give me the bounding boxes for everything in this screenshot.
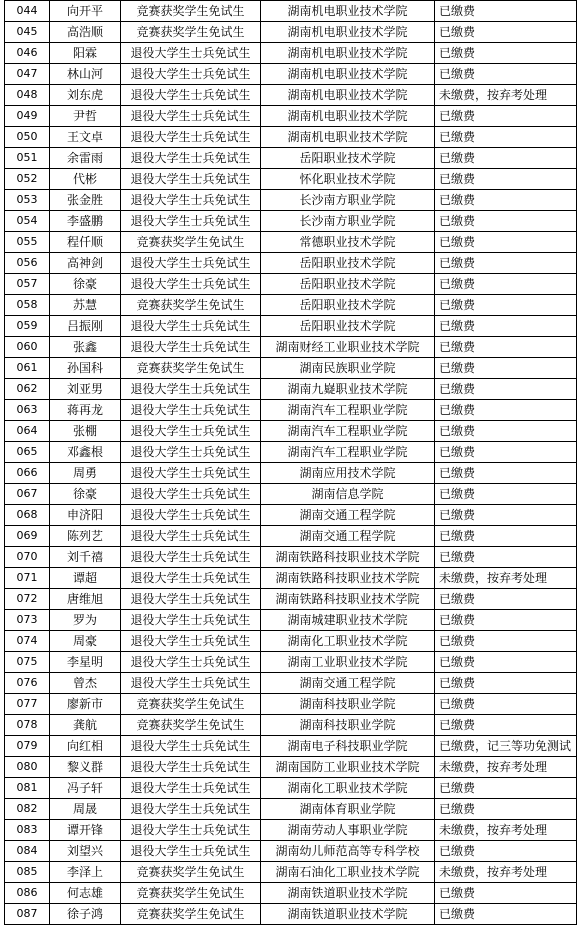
student-name-cell: 刘亚男 <box>50 379 121 400</box>
table-row <box>5 904 577 925</box>
table-row <box>5 484 577 505</box>
school-name-cell: 湖南科技职业学院 <box>261 715 435 736</box>
table-row <box>5 148 577 169</box>
school-name-cell: 湖南铁路科技职业技术学院 <box>261 589 435 610</box>
row-number-cell: 056 <box>5 253 50 274</box>
row-number-cell: 063 <box>5 400 50 421</box>
school-name-cell: 湖南财经工业职业技术学院 <box>261 337 435 358</box>
student-name-cell: 林山河 <box>50 64 121 85</box>
row-number-cell: 045 <box>5 22 50 43</box>
fee-status-cell: 已缴费 <box>435 1 577 22</box>
student-name-cell: 陈列艺 <box>50 526 121 547</box>
admission-type-cell: 退役大学生士兵免试生 <box>121 442 261 463</box>
fee-status-cell: 已缴费 <box>435 442 577 463</box>
school-name-cell: 湖南交通工程学院 <box>261 673 435 694</box>
student-name-cell: 代彬 <box>50 169 121 190</box>
school-name-cell: 湖南交通工程学院 <box>261 505 435 526</box>
fee-status-cell: 已缴费 <box>435 484 577 505</box>
row-number-cell: 046 <box>5 43 50 64</box>
student-name-cell: 刘望兴 <box>50 841 121 862</box>
table-row <box>5 22 577 43</box>
fee-status-cell: 已缴费 <box>435 589 577 610</box>
table-row <box>5 694 577 715</box>
table-row <box>5 169 577 190</box>
student-name-cell: 苏慧 <box>50 295 121 316</box>
admission-type-cell: 退役大学生士兵免试生 <box>121 106 261 127</box>
fee-status-cell: 未缴费，按弃考处理 <box>435 862 577 883</box>
school-name-cell: 湖南化工职业技术学院 <box>261 778 435 799</box>
school-name-cell: 湖南电子科技职业学院 <box>261 736 435 757</box>
fee-status-cell: 已缴费 <box>435 253 577 274</box>
admission-type-cell: 竞赛获奖学生免试生 <box>121 862 261 883</box>
school-name-cell: 湖南汽车工程职业学院 <box>261 442 435 463</box>
fee-status-cell: 已缴费 <box>435 127 577 148</box>
table-row <box>5 232 577 253</box>
row-number-cell: 060 <box>5 337 50 358</box>
admission-type-cell: 退役大学生士兵免试生 <box>121 505 261 526</box>
student-name-cell: 程仟顺 <box>50 232 121 253</box>
student-name-cell: 徐子鸿 <box>50 904 121 925</box>
row-number-cell: 057 <box>5 274 50 295</box>
school-name-cell: 湖南机电职业技术学院 <box>261 127 435 148</box>
fee-status-cell: 已缴费 <box>435 610 577 631</box>
row-number-cell: 072 <box>5 589 50 610</box>
student-name-cell: 高浩顺 <box>50 22 121 43</box>
student-name-cell: 刘千禧 <box>50 547 121 568</box>
admission-type-cell: 退役大学生士兵免试生 <box>121 526 261 547</box>
school-name-cell: 岳阳职业技术学院 <box>261 316 435 337</box>
admission-type-cell: 退役大学生士兵免试生 <box>121 316 261 337</box>
school-name-cell: 湖南机电职业技术学院 <box>261 85 435 106</box>
student-name-cell: 谭超 <box>50 568 121 589</box>
student-name-cell: 张金胜 <box>50 190 121 211</box>
student-name-cell: 冯子轩 <box>50 778 121 799</box>
table-row <box>5 85 577 106</box>
admission-type-cell: 退役大学生士兵免试生 <box>121 337 261 358</box>
admission-type-cell: 退役大学生士兵免试生 <box>121 547 261 568</box>
student-name-cell: 蒋再龙 <box>50 400 121 421</box>
student-name-cell: 余雷雨 <box>50 148 121 169</box>
student-name-cell: 张棚 <box>50 421 121 442</box>
table-row <box>5 610 577 631</box>
table-row <box>5 673 577 694</box>
fee-status-cell: 已缴费 <box>435 379 577 400</box>
admission-type-cell: 退役大学生士兵免试生 <box>121 379 261 400</box>
school-name-cell: 湖南工业职业技术学院 <box>261 652 435 673</box>
table-row <box>5 400 577 421</box>
fee-status-cell: 已缴费 <box>435 778 577 799</box>
school-name-cell: 湖南民族职业学院 <box>261 358 435 379</box>
fee-status-cell: 未缴费，按弃考处理 <box>435 85 577 106</box>
table-row <box>5 295 577 316</box>
row-number-cell: 085 <box>5 862 50 883</box>
fee-status-cell: 未缴费，按弃考处理 <box>435 568 577 589</box>
admission-type-cell: 退役大学生士兵免试生 <box>121 85 261 106</box>
school-name-cell: 湖南汽车工程职业学院 <box>261 400 435 421</box>
table-row <box>5 463 577 484</box>
fee-status-cell: 未缴费，按弃考处理 <box>435 757 577 778</box>
fee-status-cell: 已缴费 <box>435 673 577 694</box>
school-name-cell: 湖南科技职业学院 <box>261 694 435 715</box>
admission-type-cell: 退役大学生士兵免试生 <box>121 589 261 610</box>
school-name-cell: 湖南九嶷职业技术学院 <box>261 379 435 400</box>
row-number-cell: 084 <box>5 841 50 862</box>
student-name-cell: 高神剑 <box>50 253 121 274</box>
table-row <box>5 316 577 337</box>
table-row <box>5 757 577 778</box>
student-name-cell: 罗为 <box>50 610 121 631</box>
table-row <box>5 358 577 379</box>
row-number-cell: 066 <box>5 463 50 484</box>
admission-type-cell: 退役大学生士兵免试生 <box>121 463 261 484</box>
row-number-cell: 078 <box>5 715 50 736</box>
admission-type-cell: 竞赛获奖学生免试生 <box>121 1 261 22</box>
row-number-cell: 052 <box>5 169 50 190</box>
fee-status-cell: 已缴费 <box>435 148 577 169</box>
table-row <box>5 883 577 904</box>
table-row <box>5 442 577 463</box>
admission-type-cell: 退役大学生士兵免试生 <box>121 568 261 589</box>
table-row <box>5 820 577 841</box>
row-number-cell: 044 <box>5 1 50 22</box>
admission-type-cell: 竞赛获奖学生免试生 <box>121 358 261 379</box>
school-name-cell: 怀化职业技术学院 <box>261 169 435 190</box>
fee-status-cell: 已缴费 <box>435 904 577 925</box>
student-name-cell: 周晟 <box>50 799 121 820</box>
row-number-cell: 067 <box>5 484 50 505</box>
row-number-cell: 055 <box>5 232 50 253</box>
school-name-cell: 湖南应用技术学院 <box>261 463 435 484</box>
student-name-cell: 周勇 <box>50 463 121 484</box>
row-number-cell: 061 <box>5 358 50 379</box>
table-row <box>5 841 577 862</box>
fee-status-cell: 已缴费 <box>435 43 577 64</box>
fee-status-cell: 已缴费 <box>435 883 577 904</box>
fee-status-cell: 已缴费 <box>435 715 577 736</box>
admission-type-cell: 退役大学生士兵免试生 <box>121 190 261 211</box>
table-row <box>5 1 577 22</box>
student-name-cell: 谭开锋 <box>50 820 121 841</box>
fee-status-cell: 已缴费 <box>435 232 577 253</box>
student-name-cell: 向开平 <box>50 1 121 22</box>
table-row <box>5 547 577 568</box>
student-name-cell: 申济阳 <box>50 505 121 526</box>
student-name-cell: 徐豪 <box>50 274 121 295</box>
admission-type-cell: 竞赛获奖学生免试生 <box>121 904 261 925</box>
table-row <box>5 631 577 652</box>
fee-status-cell: 已缴费 <box>435 274 577 295</box>
admission-type-cell: 竞赛获奖学生免试生 <box>121 22 261 43</box>
student-name-cell: 李盛鹏 <box>50 211 121 232</box>
row-number-cell: 068 <box>5 505 50 526</box>
fee-status-cell: 已缴费 <box>435 547 577 568</box>
table-row <box>5 274 577 295</box>
school-name-cell: 湖南交通工程学院 <box>261 526 435 547</box>
row-number-cell: 058 <box>5 295 50 316</box>
school-name-cell: 湖南铁道职业技术学院 <box>261 883 435 904</box>
fee-status-cell: 已缴费 <box>435 358 577 379</box>
student-fee-table <box>4 0 577 925</box>
row-number-cell: 070 <box>5 547 50 568</box>
row-number-cell: 074 <box>5 631 50 652</box>
table-row <box>5 190 577 211</box>
row-number-cell: 050 <box>5 127 50 148</box>
table-row <box>5 589 577 610</box>
fee-status-cell: 未缴费，按弃考处理 <box>435 820 577 841</box>
school-name-cell: 湖南铁路科技职业技术学院 <box>261 547 435 568</box>
school-name-cell: 湖南机电职业技术学院 <box>261 106 435 127</box>
school-name-cell: 湖南信息学院 <box>261 484 435 505</box>
school-name-cell: 长沙南方职业学院 <box>261 211 435 232</box>
row-number-cell: 065 <box>5 442 50 463</box>
row-number-cell: 053 <box>5 190 50 211</box>
row-number-cell: 086 <box>5 883 50 904</box>
table-row <box>5 778 577 799</box>
admission-type-cell: 退役大学生士兵免试生 <box>121 736 261 757</box>
fee-status-cell: 已缴费 <box>435 505 577 526</box>
row-number-cell: 075 <box>5 652 50 673</box>
fee-status-cell: 已缴费 <box>435 22 577 43</box>
student-name-cell: 龚航 <box>50 715 121 736</box>
admission-type-cell: 竞赛获奖学生免试生 <box>121 883 261 904</box>
table-row <box>5 253 577 274</box>
admission-type-cell: 退役大学生士兵免试生 <box>121 274 261 295</box>
student-name-cell: 张鑫 <box>50 337 121 358</box>
admission-type-cell: 退役大学生士兵免试生 <box>121 652 261 673</box>
school-name-cell: 岳阳职业技术学院 <box>261 295 435 316</box>
fee-status-cell: 已缴费 <box>435 64 577 85</box>
fee-status-cell: 已缴费 <box>435 631 577 652</box>
school-name-cell: 湖南化工职业技术学院 <box>261 631 435 652</box>
row-number-cell: 087 <box>5 904 50 925</box>
school-name-cell: 湖南城建职业技术学院 <box>261 610 435 631</box>
admission-type-cell: 退役大学生士兵免试生 <box>121 631 261 652</box>
admission-type-cell: 竞赛获奖学生免试生 <box>121 715 261 736</box>
fee-status-cell: 已缴费 <box>435 421 577 442</box>
table-row <box>5 211 577 232</box>
school-name-cell: 岳阳职业技术学院 <box>261 274 435 295</box>
school-name-cell: 湖南铁道职业技术学院 <box>261 904 435 925</box>
table-body <box>5 1 577 925</box>
table-row <box>5 862 577 883</box>
row-number-cell: 064 <box>5 421 50 442</box>
student-name-cell: 李泽上 <box>50 862 121 883</box>
table-row <box>5 568 577 589</box>
row-number-cell: 059 <box>5 316 50 337</box>
table-row <box>5 127 577 148</box>
school-name-cell: 湖南机电职业技术学院 <box>261 1 435 22</box>
student-name-cell: 尹哲 <box>50 106 121 127</box>
fee-status-cell: 已缴费，记三等功免测试 <box>435 736 577 757</box>
fee-status-cell: 已缴费 <box>435 316 577 337</box>
admission-type-cell: 竞赛获奖学生免试生 <box>121 232 261 253</box>
row-number-cell: 047 <box>5 64 50 85</box>
table-row <box>5 421 577 442</box>
admission-type-cell: 退役大学生士兵免试生 <box>121 778 261 799</box>
row-number-cell: 082 <box>5 799 50 820</box>
table-row <box>5 106 577 127</box>
admission-type-cell: 退役大学生士兵免试生 <box>121 400 261 421</box>
row-number-cell: 069 <box>5 526 50 547</box>
school-name-cell: 湖南石油化工职业技术学院 <box>261 862 435 883</box>
student-name-cell: 黎义群 <box>50 757 121 778</box>
admission-type-cell: 退役大学生士兵免试生 <box>121 127 261 148</box>
admission-type-cell: 退役大学生士兵免试生 <box>121 64 261 85</box>
fee-status-cell: 已缴费 <box>435 652 577 673</box>
school-name-cell: 湖南铁路科技职业技术学院 <box>261 568 435 589</box>
admission-type-cell: 退役大学生士兵免试生 <box>121 799 261 820</box>
table-row <box>5 799 577 820</box>
admission-type-cell: 退役大学生士兵免试生 <box>121 757 261 778</box>
student-name-cell: 廖新市 <box>50 694 121 715</box>
admission-type-cell: 退役大学生士兵免试生 <box>121 820 261 841</box>
school-name-cell: 常德职业技术学院 <box>261 232 435 253</box>
admission-type-cell: 退役大学生士兵免试生 <box>121 211 261 232</box>
fee-status-cell: 已缴费 <box>435 400 577 421</box>
student-name-cell: 刘东虎 <box>50 85 121 106</box>
admission-type-cell: 竞赛获奖学生免试生 <box>121 694 261 715</box>
student-name-cell: 阳霖 <box>50 43 121 64</box>
student-name-cell: 曾杰 <box>50 673 121 694</box>
school-name-cell: 湖南汽车工程职业学院 <box>261 421 435 442</box>
table-row <box>5 337 577 358</box>
fee-status-cell: 已缴费 <box>435 295 577 316</box>
student-name-cell: 徐豪 <box>50 484 121 505</box>
row-number-cell: 054 <box>5 211 50 232</box>
admission-type-cell: 退役大学生士兵免试生 <box>121 610 261 631</box>
fee-status-cell: 已缴费 <box>435 106 577 127</box>
school-name-cell: 湖南机电职业技术学院 <box>261 64 435 85</box>
school-name-cell: 湖南国防工业职业技术学院 <box>261 757 435 778</box>
student-name-cell: 孙国科 <box>50 358 121 379</box>
admission-type-cell: 退役大学生士兵免试生 <box>121 253 261 274</box>
admission-type-cell: 退役大学生士兵免试生 <box>121 43 261 64</box>
table-row <box>5 64 577 85</box>
fee-status-cell: 已缴费 <box>435 799 577 820</box>
row-number-cell: 076 <box>5 673 50 694</box>
student-name-cell: 吕振刚 <box>50 316 121 337</box>
school-name-cell: 湖南幼儿师范高等专科学校 <box>261 841 435 862</box>
admission-type-cell: 退役大学生士兵免试生 <box>121 148 261 169</box>
table-row <box>5 526 577 547</box>
fee-status-cell: 已缴费 <box>435 526 577 547</box>
school-name-cell: 长沙南方职业学院 <box>261 190 435 211</box>
row-number-cell: 051 <box>5 148 50 169</box>
school-name-cell: 湖南机电职业技术学院 <box>261 22 435 43</box>
row-number-cell: 062 <box>5 379 50 400</box>
admission-type-cell: 退役大学生士兵免试生 <box>121 169 261 190</box>
school-name-cell: 岳阳职业技术学院 <box>261 253 435 274</box>
admission-type-cell: 退役大学生士兵免试生 <box>121 841 261 862</box>
table-row <box>5 715 577 736</box>
row-number-cell: 083 <box>5 820 50 841</box>
admission-type-cell: 竞赛获奖学生免试生 <box>121 295 261 316</box>
table-row <box>5 652 577 673</box>
fee-status-cell: 已缴费 <box>435 841 577 862</box>
student-name-cell: 何志雄 <box>50 883 121 904</box>
school-name-cell: 湖南体育职业学院 <box>261 799 435 820</box>
row-number-cell: 071 <box>5 568 50 589</box>
student-name-cell: 李星明 <box>50 652 121 673</box>
student-name-cell: 邓鑫根 <box>50 442 121 463</box>
row-number-cell: 079 <box>5 736 50 757</box>
student-name-cell: 唐维旭 <box>50 589 121 610</box>
fee-status-cell: 已缴费 <box>435 211 577 232</box>
fee-status-cell: 已缴费 <box>435 169 577 190</box>
row-number-cell: 049 <box>5 106 50 127</box>
table-row <box>5 505 577 526</box>
row-number-cell: 048 <box>5 85 50 106</box>
admission-type-cell: 退役大学生士兵免试生 <box>121 421 261 442</box>
student-name-cell: 向红相 <box>50 736 121 757</box>
table-row <box>5 736 577 757</box>
row-number-cell: 080 <box>5 757 50 778</box>
admission-type-cell: 退役大学生士兵免试生 <box>121 673 261 694</box>
row-number-cell: 077 <box>5 694 50 715</box>
fee-status-cell: 已缴费 <box>435 694 577 715</box>
table-row <box>5 43 577 64</box>
admission-type-cell: 退役大学生士兵免试生 <box>121 484 261 505</box>
row-number-cell: 081 <box>5 778 50 799</box>
row-number-cell: 073 <box>5 610 50 631</box>
school-name-cell: 岳阳职业技术学院 <box>261 148 435 169</box>
school-name-cell: 湖南机电职业技术学院 <box>261 43 435 64</box>
student-name-cell: 王文卓 <box>50 127 121 148</box>
school-name-cell: 湖南劳动人事职业学院 <box>261 820 435 841</box>
fee-status-cell: 已缴费 <box>435 337 577 358</box>
fee-status-cell: 已缴费 <box>435 463 577 484</box>
fee-status-cell: 已缴费 <box>435 190 577 211</box>
table-row <box>5 379 577 400</box>
student-name-cell: 周豪 <box>50 631 121 652</box>
